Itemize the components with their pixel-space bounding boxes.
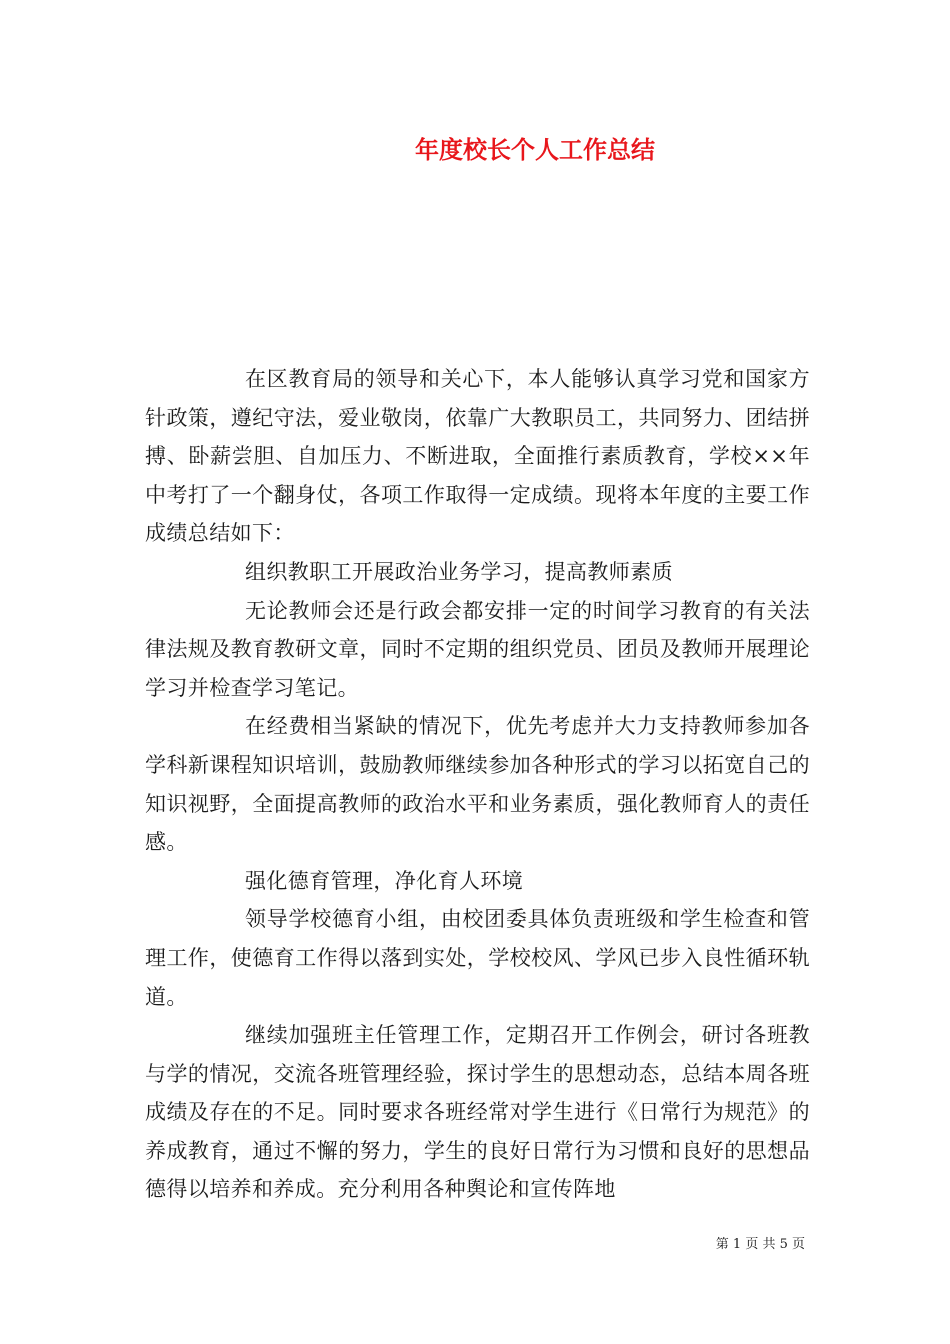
document-title: 年度校长个人工作总结 — [415, 135, 655, 164]
paragraph-class-teachers: 继续加强班主任管理工作，定期召开工作例会，研讨各班教与学的情况，交流各班管理经验，探讨学生的思想动态，总结本周各班成绩及存在的不足。同时要求各班经常对学生进行《日常行为规范》的养成教育，通过不懈的努力，学生的良好日常行为习惯和良好的思想品德得以培养和养成。充分利用各种舆论和宣传阵地 — [145, 1023, 810, 1202]
page-number: 第 1 页 共 5 页 — [715, 1237, 805, 1252]
paragraph-study-meetings: 无论教师会还是行政会都安排一定的时间学习教育的有关法律法规及教育教研文章，同时不定期的组织党员、团员及教师开展理论学习并检查学习笔记。 — [145, 598, 810, 700]
paragraph-intro: 在区教育局的领导和关心下，本人能够认真学习党和国家方针政策，遵纪守法，爱业敬岗，依靠广大教职员工，共同努力、团结拼搏、卧薪尝胆、自加压力、不断进取，全面推行素质教育，学校××年中考打了一个翻身仗，各项工作取得一定成绩。现将本年度的主要工作成绩总结如下： — [145, 367, 810, 546]
section-heading-moral: 强化德育管理，净化育人环境 — [245, 868, 524, 893]
paragraph-moral-group: 领导学校德育小组，由校团委具体负责班级和学生检查和管理工作，使德育工作得以落到实处，学校校风、学风已步入良性循环轨道。 — [145, 907, 810, 1009]
paragraph-training: 在经费相当紧缺的情况下，优先考虑并大力支持教师参加各学科新课程知识培训，鼓励教师继续参加各种形式的学习以拓宽自己的知识视野，全面提高教师的政治水平和业务素质，强化教师育人的责任感。 — [145, 714, 810, 855]
section-heading-study: 组织教职工开展政治业务学习，提高教师素质 — [245, 559, 673, 584]
document-body — [145, 360, 810, 1209]
